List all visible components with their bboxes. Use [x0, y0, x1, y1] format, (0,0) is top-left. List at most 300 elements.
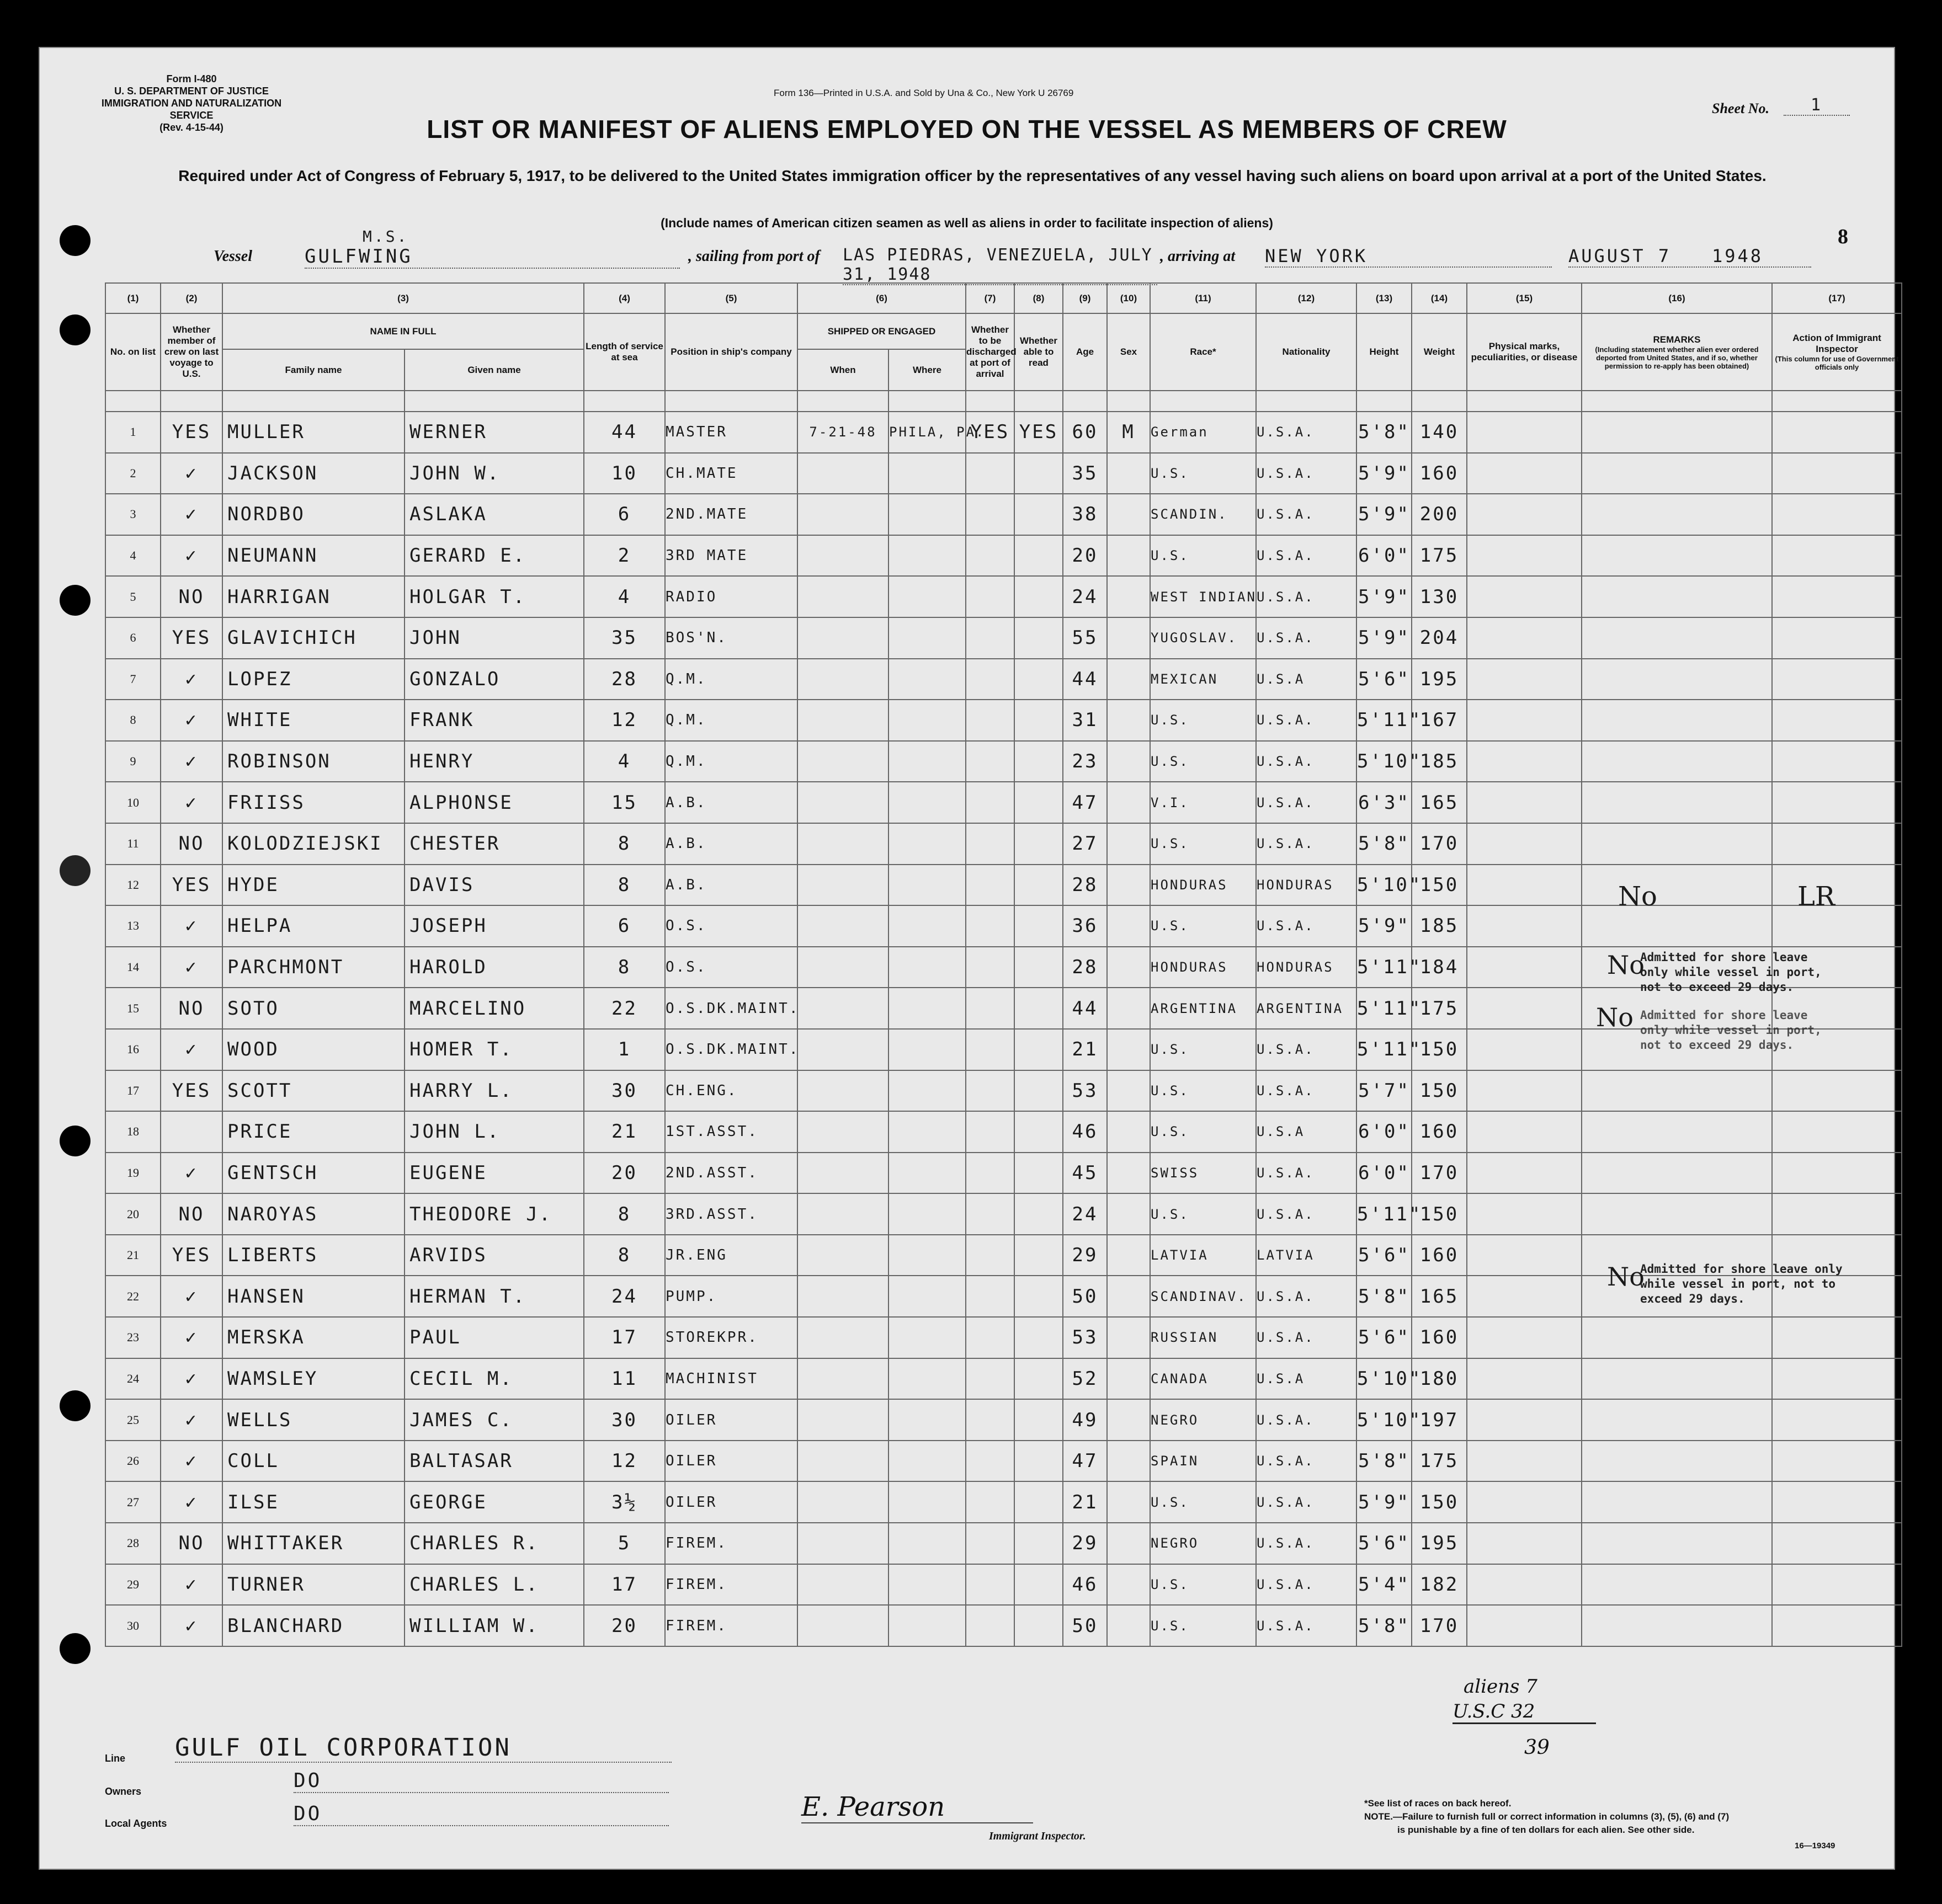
- nationality: HONDURAS: [1256, 865, 1356, 906]
- row-number: 18: [105, 1111, 161, 1153]
- remarks: [1582, 1399, 1772, 1441]
- discharged: [966, 1070, 1014, 1112]
- service-years: 24: [584, 1276, 665, 1317]
- physical-marks: [1467, 823, 1582, 865]
- inspector-note: (This column for use of Government officials only: [1775, 355, 1899, 371]
- position: FIREM.: [665, 1523, 797, 1564]
- race: MEXICAN: [1150, 659, 1256, 700]
- given-name: FRANK: [405, 700, 584, 741]
- crew-row: [105, 659, 1902, 700]
- age: 24: [1063, 1193, 1107, 1235]
- family-name: ROBINSON: [222, 741, 405, 782]
- race: U.S.: [1150, 1605, 1256, 1646]
- arrival-year: 1948: [1712, 246, 1764, 266]
- position: PUMP.: [665, 1276, 797, 1317]
- height: 5'8": [1356, 1276, 1412, 1317]
- inspector-action: [1772, 741, 1902, 782]
- physical-marks: [1467, 453, 1582, 494]
- department-name: U. S. DEPARTMENT OF JUSTICE: [114, 86, 269, 97]
- service-years: 4: [584, 576, 665, 617]
- position: BOS'N.: [665, 617, 797, 659]
- crew-row: [105, 453, 1902, 494]
- weight: 160: [1412, 1317, 1467, 1358]
- remarks: [1582, 617, 1772, 659]
- able-to-read: [1014, 823, 1063, 865]
- sex: [1107, 535, 1150, 577]
- column-label-row: [105, 313, 1902, 349]
- height: 5'9": [1356, 905, 1412, 947]
- given-name: HOLGAR T.: [405, 576, 584, 617]
- weight: 160: [1412, 453, 1467, 494]
- able-to-read: [1014, 1399, 1063, 1441]
- given-name: HARRY L.: [405, 1070, 584, 1112]
- prev-voyage: NO: [161, 823, 222, 865]
- race: ARGENTINA: [1150, 988, 1256, 1029]
- shipped-when: [797, 1358, 888, 1400]
- discharged: [966, 1029, 1014, 1070]
- col15-number: (15): [1467, 283, 1582, 313]
- family-name: FRIISS: [222, 782, 405, 823]
- weight: 150: [1412, 1070, 1467, 1112]
- given-name: HAROLD: [405, 947, 584, 988]
- given-name: CHARLES R.: [405, 1523, 584, 1564]
- service-years: 21: [584, 1111, 665, 1153]
- shipped-when: [797, 741, 888, 782]
- col16-number: (16): [1582, 283, 1772, 313]
- shipped-where: [888, 1153, 966, 1194]
- physical-marks: [1467, 988, 1582, 1029]
- position: A.B.: [665, 782, 797, 823]
- prev-voyage: ✓: [161, 659, 222, 700]
- col11-number: (11): [1150, 283, 1256, 313]
- service-years: 35: [584, 617, 665, 659]
- physical-marks: [1467, 1605, 1582, 1646]
- age: 50: [1063, 1276, 1107, 1317]
- crew-row: [105, 782, 1902, 823]
- inspector-heading: Action of Immigrant Inspector: [1792, 333, 1881, 354]
- sex: [1107, 1358, 1150, 1400]
- height: 5'6": [1356, 659, 1412, 700]
- crew-row: [105, 1317, 1902, 1358]
- race: SCANDINAV.: [1150, 1276, 1256, 1317]
- given-name: WERNER: [405, 412, 584, 453]
- footnotes: [1364, 1797, 1729, 1837]
- binder-hole: [60, 1126, 91, 1156]
- sex: [1107, 1029, 1150, 1070]
- crew-row: [105, 1523, 1902, 1564]
- physical-marks: [1467, 617, 1582, 659]
- age: 27: [1063, 823, 1107, 865]
- sex: [1107, 947, 1150, 988]
- sailing-label: , sailing from port of: [688, 248, 820, 265]
- col8-label: Whether able to read: [1014, 313, 1063, 391]
- weight: 184: [1412, 947, 1467, 988]
- nationality: U.S.A.: [1256, 1399, 1356, 1441]
- prev-voyage: ✓: [161, 494, 222, 535]
- service-years: 22: [584, 988, 665, 1029]
- remarks: [1582, 905, 1772, 947]
- race: RUSSIAN: [1150, 1317, 1256, 1358]
- able-to-read: [1014, 1481, 1063, 1523]
- height: 5'10": [1356, 741, 1412, 782]
- weight: 182: [1412, 1564, 1467, 1606]
- given-name: DAVIS: [405, 865, 584, 906]
- remarks: [1582, 1111, 1772, 1153]
- age: 52: [1063, 1358, 1107, 1400]
- inspector-action: [1772, 1111, 1902, 1153]
- able-to-read: [1014, 1441, 1063, 1482]
- discharged: YES: [966, 412, 1014, 453]
- discharged: [966, 823, 1014, 865]
- prev-voyage: NO: [161, 1523, 222, 1564]
- shipped-when: [797, 1605, 888, 1646]
- where-label: Where: [888, 349, 966, 391]
- shipped-when: [797, 947, 888, 988]
- race: NEGRO: [1150, 1523, 1256, 1564]
- height: 5'11": [1356, 1193, 1412, 1235]
- age: 50: [1063, 1605, 1107, 1646]
- crew-row: [105, 1111, 1902, 1153]
- prev-voyage: ✓: [161, 700, 222, 741]
- shipped-where: [888, 1111, 966, 1153]
- physical-marks: [1467, 576, 1582, 617]
- height: 6'0": [1356, 535, 1412, 577]
- discharged: [966, 1153, 1014, 1194]
- position: OILER: [665, 1481, 797, 1523]
- age: 36: [1063, 905, 1107, 947]
- physical-marks: [1467, 1111, 1582, 1153]
- inspector-action: [1772, 1317, 1902, 1358]
- age: 47: [1063, 782, 1107, 823]
- col14-label: Weight: [1412, 313, 1467, 391]
- nationality: U.S.A.: [1256, 741, 1356, 782]
- sex: [1107, 659, 1150, 700]
- prev-voyage: ✓: [161, 1605, 222, 1646]
- position: CH.ENG.: [665, 1070, 797, 1112]
- physical-marks: [1467, 1153, 1582, 1194]
- col9-number: (9): [1063, 283, 1107, 313]
- shipped-when: 7-21-48: [797, 412, 888, 453]
- prev-voyage: ✓: [161, 1358, 222, 1400]
- nationality: U.S.A.: [1256, 1276, 1356, 1317]
- family-name: WOOD: [222, 1029, 405, 1070]
- prev-voyage: ✓: [161, 453, 222, 494]
- service-years: 5: [584, 1523, 665, 1564]
- service-years: 10: [584, 453, 665, 494]
- service-years: 28: [584, 659, 665, 700]
- sex: [1107, 1111, 1150, 1153]
- crew-row: [105, 1481, 1902, 1523]
- row-number: 20: [105, 1193, 161, 1235]
- age: 44: [1063, 988, 1107, 1029]
- physical-marks: [1467, 1564, 1582, 1606]
- include-note: (Include names of American citizen seamen as well as aliens in order to facilitate inspection of aliens): [661, 216, 1273, 230]
- shipped-when: [797, 700, 888, 741]
- shipped-when: [797, 617, 888, 659]
- family-name: WHITE: [222, 700, 405, 741]
- nationality: U.S.A.: [1256, 1317, 1356, 1358]
- sex: [1107, 1523, 1150, 1564]
- service-years: 15: [584, 782, 665, 823]
- nationality: U.S.A.: [1256, 1605, 1356, 1646]
- physical-marks: [1467, 865, 1582, 906]
- position: Q.M.: [665, 741, 797, 782]
- sex: [1107, 1276, 1150, 1317]
- stamp-no-mark: No: [1607, 950, 1645, 980]
- able-to-read: [1014, 1523, 1063, 1564]
- crew-row: [105, 1193, 1902, 1235]
- crew-row: [105, 1441, 1902, 1482]
- col13-number: (13): [1356, 283, 1412, 313]
- nationality: U.S.A: [1256, 1358, 1356, 1400]
- inspector-action: [1772, 1070, 1902, 1112]
- row-number: 9: [105, 741, 161, 782]
- given-name: HENRY: [405, 741, 584, 782]
- binder-hole: [60, 1390, 91, 1421]
- inspector-action: [1772, 1441, 1902, 1482]
- inspector-action: [1772, 1399, 1902, 1441]
- family-name: PARCHMONT: [222, 947, 405, 988]
- physical-marks: [1467, 1029, 1582, 1070]
- col7-number: (7): [966, 283, 1014, 313]
- sex: [1107, 741, 1150, 782]
- family-name: PRICE: [222, 1111, 405, 1153]
- age: 45: [1063, 1153, 1107, 1194]
- shipped-where: [888, 865, 966, 906]
- age: 29: [1063, 1523, 1107, 1564]
- remark-initials-row12: LR: [1797, 881, 1835, 912]
- position: JR.ENG: [665, 1235, 797, 1276]
- remarks: [1582, 494, 1772, 535]
- position: O.S.: [665, 905, 797, 947]
- row-number: 16: [105, 1029, 161, 1070]
- shipped-where: [888, 1317, 966, 1358]
- sex: [1107, 823, 1150, 865]
- form-revision: (Rev. 4-15-44): [159, 122, 224, 133]
- age: 28: [1063, 947, 1107, 988]
- row-number: 26: [105, 1441, 161, 1482]
- given-name: HERMAN T.: [405, 1276, 584, 1317]
- discharged: [966, 1193, 1014, 1235]
- weight: 160: [1412, 1111, 1467, 1153]
- crew-row: [105, 1358, 1902, 1400]
- physical-marks: [1467, 741, 1582, 782]
- service-years: 12: [584, 1441, 665, 1482]
- position: FIREM.: [665, 1564, 797, 1606]
- col10-number: (10): [1107, 283, 1150, 313]
- height: 5'10": [1356, 1399, 1412, 1441]
- age: 24: [1063, 576, 1107, 617]
- remarks: [1582, 1523, 1772, 1564]
- penalty-note-2: is punishable by a fine of ten dollars for each alien. See other side.: [1397, 1825, 1695, 1835]
- prev-voyage: YES: [161, 412, 222, 453]
- position: OILER: [665, 1441, 797, 1482]
- vessel-name: GULFWING: [305, 246, 680, 269]
- prev-voyage: YES: [161, 865, 222, 906]
- binder-hole: [60, 1633, 91, 1664]
- given-name: ALPHONSE: [405, 782, 584, 823]
- col10-label: Sex: [1107, 313, 1150, 391]
- race: German: [1150, 412, 1256, 453]
- crew-row: [105, 1153, 1902, 1194]
- remarks: [1582, 1564, 1772, 1606]
- prev-voyage: NO: [161, 1193, 222, 1235]
- shipped-where: [888, 1029, 966, 1070]
- line-value: GULF OIL CORPORATION: [175, 1734, 672, 1763]
- discharged: [966, 535, 1014, 577]
- able-to-read: [1014, 947, 1063, 988]
- sex: [1107, 782, 1150, 823]
- given-name: GEORGE: [405, 1481, 584, 1523]
- prev-voyage: ✓: [161, 947, 222, 988]
- row-number: 29: [105, 1564, 161, 1606]
- prev-voyage: ✓: [161, 782, 222, 823]
- family-name: COLL: [222, 1441, 405, 1482]
- col9-label: Age: [1063, 313, 1107, 391]
- service-years: 17: [584, 1317, 665, 1358]
- race: U.S.: [1150, 1564, 1256, 1606]
- col3-label: NAME IN FULL: [222, 313, 584, 349]
- agents-label: Local Agents: [105, 1818, 167, 1829]
- shipped-where: [888, 1564, 966, 1606]
- shipped-where: [888, 576, 966, 617]
- shipped-when: [797, 453, 888, 494]
- row-number: 11: [105, 823, 161, 865]
- shipped-when: [797, 1276, 888, 1317]
- height: 5'9": [1356, 617, 1412, 659]
- age: 55: [1063, 617, 1107, 659]
- weight: 175: [1412, 988, 1467, 1029]
- discharged: [966, 1605, 1014, 1646]
- inspector-action: [1772, 1564, 1902, 1606]
- given-name: MARCELINO: [405, 988, 584, 1029]
- form-code: 16—19349: [1795, 1841, 1835, 1850]
- position: OILER: [665, 1399, 797, 1441]
- discharged: [966, 659, 1014, 700]
- age: 21: [1063, 1029, 1107, 1070]
- shipped-when: [797, 782, 888, 823]
- height: 5'6": [1356, 1317, 1412, 1358]
- nationality: U.S.A.: [1256, 1564, 1356, 1606]
- discharged: [966, 947, 1014, 988]
- race: HONDURAS: [1150, 865, 1256, 906]
- service-years: 8: [584, 1193, 665, 1235]
- position: A.B.: [665, 865, 797, 906]
- shipped-when: [797, 1235, 888, 1276]
- inspector-action: [1772, 905, 1902, 947]
- able-to-read: [1014, 1317, 1063, 1358]
- position: FIREM.: [665, 1605, 797, 1646]
- able-to-read: [1014, 576, 1063, 617]
- col2-number: (2): [161, 283, 222, 313]
- col14-number: (14): [1412, 283, 1467, 313]
- discharged: [966, 1564, 1014, 1606]
- prev-voyage: ✓: [161, 1399, 222, 1441]
- binder-hole: [60, 585, 91, 616]
- row-number: 8: [105, 700, 161, 741]
- nationality: U.S.A.: [1256, 1523, 1356, 1564]
- nationality: U.S.A.: [1256, 700, 1356, 741]
- race: CANADA: [1150, 1358, 1256, 1400]
- remarks: [1582, 1193, 1772, 1235]
- col12-number: (12): [1256, 283, 1356, 313]
- discharged: [966, 1481, 1014, 1523]
- sex: [1107, 1564, 1150, 1606]
- line-label: Line: [105, 1753, 126, 1764]
- weight: 175: [1412, 535, 1467, 577]
- physical-marks: [1467, 1399, 1582, 1441]
- able-to-read: [1014, 1564, 1063, 1606]
- remark-no-row12: No: [1618, 881, 1657, 912]
- crew-row: [105, 494, 1902, 535]
- service-years: 3½: [584, 1481, 665, 1523]
- shipped-where: [888, 782, 966, 823]
- service-years: 11: [584, 1358, 665, 1400]
- discharged: [966, 494, 1014, 535]
- sex: [1107, 453, 1150, 494]
- race: U.S.: [1150, 905, 1256, 947]
- row-number: 30: [105, 1605, 161, 1646]
- weight: 195: [1412, 659, 1467, 700]
- nationality: U.S.A.: [1256, 823, 1356, 865]
- given-name: THEODORE J.: [405, 1193, 584, 1235]
- discharged: [966, 453, 1014, 494]
- row-number: 19: [105, 1153, 161, 1194]
- height: 5'8": [1356, 412, 1412, 453]
- position: 2ND.ASST.: [665, 1153, 797, 1194]
- weight: 167: [1412, 700, 1467, 741]
- discharged: [966, 1111, 1014, 1153]
- height: 5'11": [1356, 988, 1412, 1029]
- service-years: 20: [584, 1605, 665, 1646]
- discharged: [966, 617, 1014, 659]
- physical-marks: [1467, 1235, 1582, 1276]
- height: 5'10": [1356, 865, 1412, 906]
- inspector-action: [1772, 1523, 1902, 1564]
- age: 29: [1063, 1235, 1107, 1276]
- sex: [1107, 1235, 1150, 1276]
- able-to-read: [1014, 453, 1063, 494]
- printer-line: Form 136—Printed in U.S.A. and Sold by Una & Co., New York U 26769: [774, 88, 1074, 98]
- nationality: U.S.A.: [1256, 576, 1356, 617]
- given-name-label: Given name: [405, 349, 584, 391]
- family-name: SCOTT: [222, 1070, 405, 1112]
- col7-label: Whether to be discharged at port of arrival: [966, 313, 1014, 391]
- able-to-read: [1014, 1276, 1063, 1317]
- able-to-read: [1014, 1029, 1063, 1070]
- discharged: [966, 905, 1014, 947]
- arriving-label: , arriving at: [1160, 248, 1236, 265]
- when-label: When: [797, 349, 888, 391]
- nationality: HONDURAS: [1256, 947, 1356, 988]
- position: O.S.DK.MAINT.: [665, 988, 797, 1029]
- physical-marks: [1467, 1070, 1582, 1112]
- discharged: [966, 1235, 1014, 1276]
- page-title: LIST OR MANIFEST OF ALIENS EMPLOYED ON THE VESSEL AS MEMBERS OF CREW: [427, 115, 1507, 143]
- shipped-where: [888, 659, 966, 700]
- physical-marks: [1467, 494, 1582, 535]
- shipped-where: [888, 1481, 966, 1523]
- able-to-read: [1014, 617, 1063, 659]
- agents-value: DO: [294, 1802, 669, 1826]
- shipped-when: [797, 1564, 888, 1606]
- nationality: U.S.A.: [1256, 412, 1356, 453]
- owners-value: DO: [294, 1769, 669, 1793]
- age: 23: [1063, 741, 1107, 782]
- position: 3RD MATE: [665, 535, 797, 577]
- height: 5'11": [1356, 700, 1412, 741]
- remarks-heading: REMARKS: [1653, 334, 1701, 345]
